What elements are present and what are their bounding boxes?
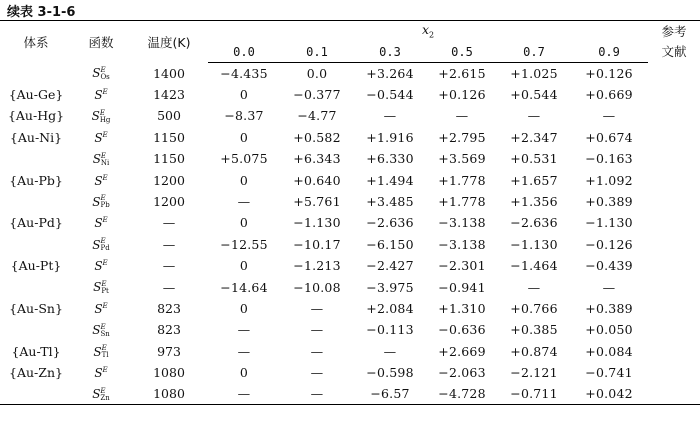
value-cell: −12.55 xyxy=(220,236,268,252)
temperature-cell: 1080 xyxy=(153,365,185,381)
excess-entropy-symbol: $S^E$ xyxy=(94,88,108,103)
reference-cell xyxy=(648,341,700,362)
value-cell: +2.795 xyxy=(438,129,486,145)
value-cell: 0 xyxy=(239,215,249,231)
value-cell: +0.126 xyxy=(585,65,633,81)
reference-cell xyxy=(648,63,700,84)
table-row xyxy=(0,148,700,169)
value-cell: — xyxy=(280,383,354,404)
excess-entropy-symbol: $S^E$ xyxy=(94,366,108,381)
value-cell: +2.084 xyxy=(366,300,414,316)
excess-entropy-symbol: $S^E$ xyxy=(94,259,108,274)
function-cell xyxy=(72,212,130,233)
reference-cell xyxy=(648,298,700,319)
value-cell: −4.435 xyxy=(220,65,268,81)
reference-cell xyxy=(648,234,700,255)
system-cell: {Au-Pd} xyxy=(9,215,63,231)
value-cell: +2.669 xyxy=(438,343,486,359)
function-cell xyxy=(72,383,130,404)
reference-cell xyxy=(648,255,700,276)
value-cell: +0.050 xyxy=(585,322,633,338)
value-cell: +0.582 xyxy=(293,129,341,145)
reference-cell xyxy=(648,383,700,404)
value-cell: −0.126 xyxy=(585,236,633,252)
table-row xyxy=(0,298,700,319)
value-cell: −0.544 xyxy=(366,87,414,103)
table-row xyxy=(0,234,700,255)
value-cell: −3.138 xyxy=(438,236,486,252)
data-table xyxy=(0,20,700,405)
function-cell xyxy=(72,169,130,190)
value-cell: — xyxy=(455,108,469,124)
value-cell: −3.138 xyxy=(438,215,486,231)
value-cell: 0 xyxy=(239,129,249,145)
value-cell: — xyxy=(310,343,324,359)
table-row xyxy=(0,169,700,190)
function-cell xyxy=(72,191,130,212)
function-cell xyxy=(72,276,130,297)
value-cell: −1.213 xyxy=(293,258,341,274)
temperature-cell: 823 xyxy=(157,322,181,338)
function-cell xyxy=(72,148,130,169)
reference-cell xyxy=(648,127,700,148)
value-cell: +3.485 xyxy=(366,194,414,210)
value-cell: −0.377 xyxy=(293,87,341,103)
value-cell: — xyxy=(383,108,397,124)
excess-entropy-symbol: $S^E$ xyxy=(94,301,108,316)
value-cell: −2.427 xyxy=(366,258,414,274)
value-cell: −6.57 xyxy=(354,383,426,404)
value-cell: — xyxy=(310,365,324,381)
reference-cell xyxy=(648,148,700,169)
value-cell: −1.464 xyxy=(510,258,558,274)
value-cell: +1.025 xyxy=(510,65,558,81)
excess-entropy-symbol: S E Ni xyxy=(92,151,110,167)
table-row xyxy=(0,341,700,362)
value-cell: +1.092 xyxy=(585,172,633,188)
value-cell: −2.063 xyxy=(438,365,486,381)
value-cell: −4.728 xyxy=(426,383,498,404)
temperature-cell: — xyxy=(162,258,176,274)
excess-entropy-symbol: $S^E$ xyxy=(94,130,108,145)
system-cell: {Au-Zn} xyxy=(9,365,63,381)
value-cell: −3.975 xyxy=(366,279,414,295)
value-cell: +0.042 xyxy=(570,383,648,404)
value-cell: −0.711 xyxy=(498,383,570,404)
temperature-cell: 973 xyxy=(157,343,181,359)
system-cell xyxy=(0,148,72,169)
temperature-cell: 1150 xyxy=(153,151,185,167)
table-caption: 续表 3-1-6 xyxy=(7,5,76,20)
value-cell: +0.531 xyxy=(510,151,558,167)
value-cell: +0.874 xyxy=(510,343,558,359)
temperature-cell: 1150 xyxy=(153,129,185,145)
value-cell: −14.64 xyxy=(220,279,268,295)
value-cell: — xyxy=(602,108,616,124)
header-reference: 参考 文献 xyxy=(661,23,687,59)
temperature-cell: 1200 xyxy=(153,172,185,188)
excess-entropy-symbol: S E Pd xyxy=(92,237,110,253)
value-cell: +1.657 xyxy=(510,172,558,188)
table-row xyxy=(0,191,700,212)
system-cell xyxy=(0,234,72,255)
function-cell xyxy=(72,63,130,84)
function-cell xyxy=(72,319,130,340)
excess-entropy-symbol: S E Sn xyxy=(92,322,110,338)
system-cell xyxy=(0,191,72,212)
value-cell: +0.640 xyxy=(293,172,341,188)
excess-entropy-symbol: S E Pt xyxy=(93,279,109,295)
value-cell: −6.150 xyxy=(366,236,414,252)
excess-entropy-symbol: S E Zn xyxy=(92,386,110,402)
value-cell: −1.130 xyxy=(293,215,341,231)
value-cell: −0.598 xyxy=(366,365,414,381)
system-cell: {Au-Sn} xyxy=(9,300,63,316)
value-cell: +3.569 xyxy=(438,151,486,167)
table-row xyxy=(0,212,700,233)
function-cell xyxy=(72,127,130,148)
value-cell: +3.264 xyxy=(366,65,414,81)
value-cell: 0 xyxy=(239,300,249,316)
excess-entropy-symbol: S E Os xyxy=(92,65,110,81)
reference-cell xyxy=(648,212,700,233)
value-cell: — xyxy=(208,383,280,404)
function-cell xyxy=(72,298,130,319)
system-cell: {Au-Pt} xyxy=(10,258,62,274)
value-cell: −0.113 xyxy=(366,322,414,338)
table-row xyxy=(0,276,700,297)
value-cell: — xyxy=(310,322,324,338)
reference-cell xyxy=(648,319,700,340)
excess-entropy-symbol: S E Hg xyxy=(91,108,111,124)
value-cell: +5.761 xyxy=(293,194,341,210)
excess-entropy-symbol: S E Tl xyxy=(93,344,109,360)
value-cell: +0.766 xyxy=(510,300,558,316)
function-cell xyxy=(72,84,130,105)
column-header: 0.5 xyxy=(426,41,498,63)
value-cell: −2.636 xyxy=(366,215,414,231)
header-system: 体系 xyxy=(23,34,49,50)
header-x2 xyxy=(208,21,648,42)
value-cell: +0.544 xyxy=(510,87,558,103)
temperature-cell: — xyxy=(162,215,176,231)
header-function: 函数 xyxy=(88,34,114,50)
value-cell: +0.674 xyxy=(585,129,633,145)
value-cell: −0.741 xyxy=(585,365,633,381)
table-row xyxy=(0,84,700,105)
value-cell: +0.126 xyxy=(438,87,486,103)
reference-cell xyxy=(648,169,700,190)
value-cell: — xyxy=(527,279,541,295)
value-cell: +1.494 xyxy=(366,172,414,188)
excess-entropy-symbol: S E Pb xyxy=(92,194,110,210)
value-cell: −0.439 xyxy=(585,258,633,274)
value-cell: +0.385 xyxy=(510,322,558,338)
column-header: 0.3 xyxy=(354,41,426,63)
table-row xyxy=(0,255,700,276)
column-header: 0.9 xyxy=(570,41,648,63)
column-header: 0.7 xyxy=(498,41,570,63)
value-cell: — xyxy=(527,108,541,124)
value-cell: −1.130 xyxy=(585,215,633,231)
value-cell: — xyxy=(602,279,616,295)
value-cell: −2.301 xyxy=(438,258,486,274)
reference-cell xyxy=(648,105,700,126)
value-cell: — xyxy=(310,300,324,316)
value-cell: −2.636 xyxy=(510,215,558,231)
table-row xyxy=(0,383,700,404)
value-cell: +2.615 xyxy=(438,65,486,81)
value-cell: −10.17 xyxy=(293,236,341,252)
system-cell xyxy=(0,319,72,340)
excess-entropy-symbol: $S^E$ xyxy=(94,216,108,231)
x2-symbol: $x_2$ xyxy=(421,22,435,40)
system-cell xyxy=(0,383,72,404)
temperature-cell: — xyxy=(162,236,176,252)
function-cell xyxy=(72,255,130,276)
column-header: 0.0 xyxy=(208,41,280,63)
value-cell: 0.0 xyxy=(306,65,328,81)
reference-cell xyxy=(648,276,700,297)
temperature-cell: — xyxy=(162,279,176,295)
temperature-cell: 1200 xyxy=(153,194,185,210)
function-cell xyxy=(72,234,130,255)
temperature-cell: 1080 xyxy=(130,383,208,404)
value-cell: −2.121 xyxy=(510,365,558,381)
value-cell: — xyxy=(237,343,251,359)
system-cell: {Au-Tl} xyxy=(11,343,61,359)
value-cell: +1.356 xyxy=(510,194,558,210)
temperature-cell: 1400 xyxy=(153,65,185,81)
system-cell: {Au-Hg} xyxy=(7,108,65,124)
value-cell: −8.37 xyxy=(224,108,264,124)
header-temperature: 温度(K) xyxy=(147,34,191,50)
value-cell: +1.778 xyxy=(438,194,486,210)
temperature-cell: 1423 xyxy=(153,87,185,103)
system-cell: {Au-Ge} xyxy=(8,87,64,103)
value-cell: +0.389 xyxy=(585,194,633,210)
excess-entropy-symbol: $S^E$ xyxy=(94,173,108,188)
value-cell: +0.084 xyxy=(585,343,633,359)
table-row xyxy=(0,127,700,148)
value-cell: +0.389 xyxy=(585,300,633,316)
system-cell xyxy=(0,63,72,84)
value-cell: −0.636 xyxy=(438,322,486,338)
table-row xyxy=(0,319,700,340)
value-cell: +1.916 xyxy=(366,129,414,145)
system-cell: {Au-Ni} xyxy=(9,129,63,145)
reference-cell xyxy=(648,362,700,383)
temperature-cell: 823 xyxy=(157,300,181,316)
value-cell: +2.347 xyxy=(510,129,558,145)
value-cell: 0 xyxy=(239,87,249,103)
value-cell: −10.08 xyxy=(293,279,341,295)
temperature-cell: 500 xyxy=(157,108,181,124)
column-header: 0.1 xyxy=(280,41,354,63)
value-cell: −0.163 xyxy=(585,151,633,167)
value-cell: +5.075 xyxy=(220,151,268,167)
value-cell: +0.669 xyxy=(585,87,633,103)
reference-cell xyxy=(648,84,700,105)
function-cell xyxy=(72,105,130,126)
header-row-1 xyxy=(0,21,700,42)
value-cell: — xyxy=(237,322,251,338)
table-row xyxy=(0,362,700,383)
function-cell xyxy=(72,362,130,383)
table-row xyxy=(0,105,700,126)
value-cell: +1.778 xyxy=(438,172,486,188)
value-cell: 0 xyxy=(239,258,249,274)
value-cell: +6.330 xyxy=(366,151,414,167)
value-cell: +1.310 xyxy=(438,300,486,316)
table-body xyxy=(0,63,700,405)
value-cell: −0.941 xyxy=(438,279,486,295)
value-cell: −1.130 xyxy=(510,236,558,252)
value-cell: 0 xyxy=(239,172,249,188)
system-cell: {Au-Pb} xyxy=(9,172,63,188)
value-cell: — xyxy=(237,194,251,210)
table-row xyxy=(0,63,700,84)
value-cell: 0 xyxy=(239,365,249,381)
system-cell xyxy=(0,276,72,297)
value-cell: — xyxy=(383,343,397,359)
value-cell: −4.77 xyxy=(297,108,337,124)
value-cell: +6.343 xyxy=(293,151,341,167)
reference-cell xyxy=(648,191,700,212)
function-cell xyxy=(72,341,130,362)
